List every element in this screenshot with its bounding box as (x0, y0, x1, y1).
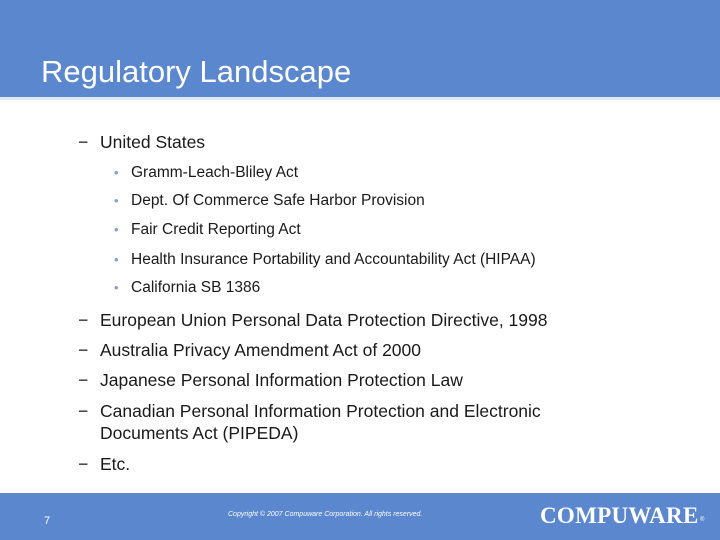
dash-marker: − (78, 132, 89, 152)
list-item-text: Canadian Personal Information Protection and Electronic Documents Act (PIPEDA) (100, 401, 541, 443)
slide-title: Regulatory Landscape (41, 54, 352, 89)
bullet-marker: • (114, 193, 119, 208)
dash-marker: − (78, 370, 89, 390)
bullet-marker: • (114, 222, 119, 237)
copyright-notice: Copyright © 2007 Compuware Corporation. All rights reserved. (228, 511, 423, 518)
dash-marker: − (78, 310, 89, 330)
title-bar-divider (0, 97, 720, 100)
dash-marker: − (78, 401, 89, 421)
bullet-marker: • (114, 280, 119, 295)
dash-marker: − (78, 454, 89, 474)
list-item-text: Australia Privacy Amendment Act of 2000 (100, 340, 421, 360)
compuware-logo: COMPUWARE (540, 503, 699, 528)
list-item-text: European Union Personal Data Protection Directive, 1998 (100, 310, 548, 330)
list-item-text: Fair Credit Reporting Act (131, 221, 301, 238)
bullet-marker: • (114, 252, 119, 267)
list-item-text: Health Insurance Portability and Accountability Act (HIPAA) (131, 251, 536, 268)
page-number: 7 (44, 515, 51, 527)
trademark-symbol: ® (700, 517, 705, 523)
list-item-text: California SB 1386 (131, 279, 261, 296)
list-item-text: Etc. (100, 454, 131, 474)
list-item-text: Gramm-Leach-Bliley Act (131, 164, 299, 181)
dash-marker: − (78, 340, 89, 360)
bullet-marker: • (114, 165, 119, 180)
list-item-text: Dept. Of Commerce Safe Harbor Provision (131, 192, 425, 209)
list-item-text: United States (100, 132, 206, 152)
list-item-text: Japanese Personal Information Protection Law (100, 370, 463, 390)
